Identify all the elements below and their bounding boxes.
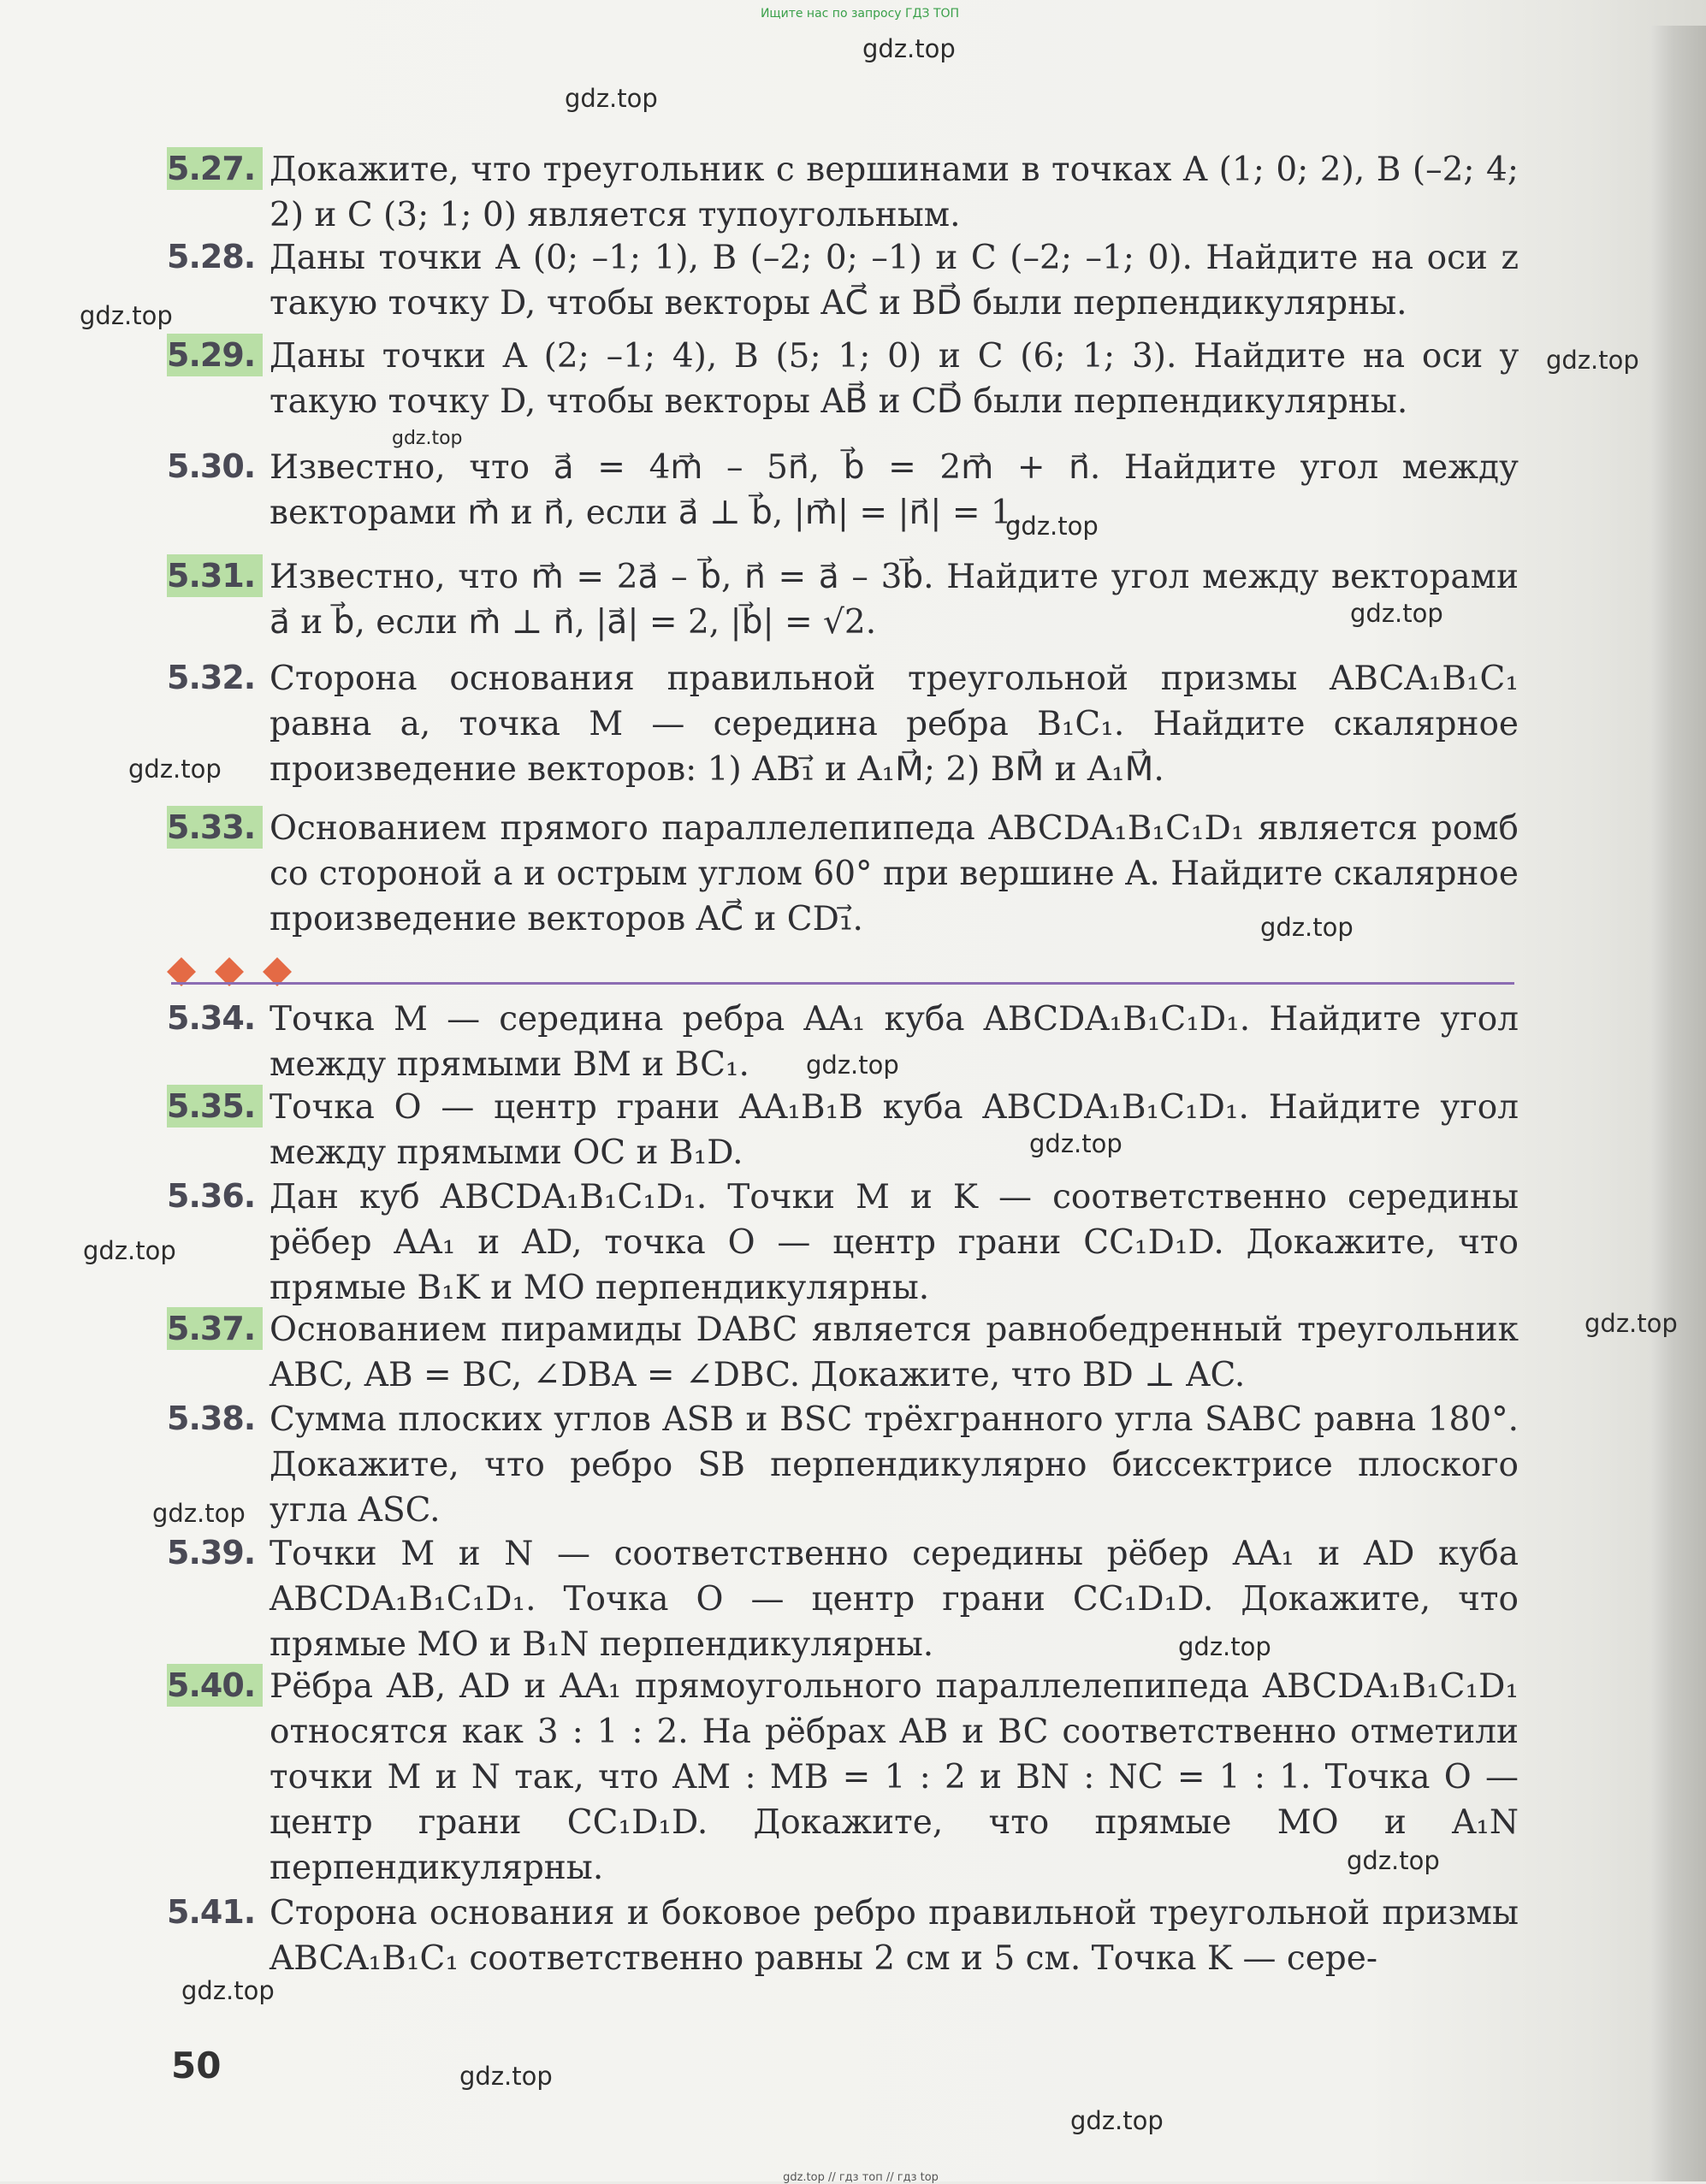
problem-number: 5.41.	[167, 1893, 256, 1931]
problem-text: Сторона основания правильной треугольной призмы ABCA₁B₁C₁ равна a, точка M — середина ребра B₁C₁. Найдите скалярное произведение векторов: 1) AB₁⃗ и A₁M⃗; 2) BM⃗ и A₁M⃗.	[270, 660, 1519, 789]
watermark: gdz.top	[1178, 1632, 1271, 1661]
watermark: gdz.top	[83, 1236, 176, 1265]
problem-text: Сумма плоских углов ASB и BSC трёхгранного угла SABC равна 180°. Докажите, что ребро SB перпендикулярно биссектрисе плоского угла ASC.	[270, 1400, 1519, 1530]
watermark: gdz.top	[862, 34, 956, 63]
watermark: gdz.top	[1350, 599, 1443, 628]
watermark: gdz.top	[1005, 512, 1099, 541]
bottom-banner[interactable]: gdz.top // гдз топ // гдз top	[783, 2171, 939, 2184]
problem-number: 5.37.	[167, 1307, 263, 1350]
page-number: 50	[171, 2045, 222, 2086]
watermark: gdz.top	[1260, 913, 1354, 942]
top-banner[interactable]: Ищите нас по запросу ГДЗ ТОП	[760, 7, 960, 21]
problem-number: 5.40.	[167, 1664, 263, 1707]
problem-number: 5.31.	[167, 554, 263, 597]
problem-number: 5.33.	[167, 806, 263, 849]
problem-text: Докажите, что треугольник с вершинами в точках A (1; 0; 2), B (–2; 4; 2) и C (3; 1; 0) является тупоугольным.	[270, 151, 1519, 234]
problem-text: Дан куб ABCDA₁B₁C₁D₁. Точки M и K — соответственно середины рёбер AA₁ и AD, точка O — центр грани CC₁D₁D. Докажите, что прямые B₁K и MO перпендикулярны.	[270, 1178, 1519, 1307]
watermark: gdz.top	[1546, 346, 1639, 375]
watermark: gdz.top	[806, 1051, 899, 1080]
problem-text: Рёбра AB, AD и AA₁ прямоугольного параллелепипеда ABCDA₁B₁C₁D₁ относятся как 3 : 1 : 2. На рёбрах AB и BC соответственно отметили точки M и N так, что AM : MB = 1 : 2 и BN : NC = 1 : 1. Точка O — центр грани CC₁D₁D. Докажите, что прямые MO и A₁N перпендикулярны.	[270, 1667, 1519, 1887]
problem-text: Точка M — середина ребра AA₁ куба ABCDA₁B₁C₁D₁. Найдите угол между прямыми BM и BC₁.	[270, 1000, 1519, 1084]
problem-text: Известно, что m⃗ = 2a⃗ – b⃗, n⃗ = a⃗ – 3b⃗. Найдите угол между векторами a⃗ и b⃗, если m⃗ ⊥ n⃗, |a⃗| = 2, |b⃗| = √2.	[270, 558, 1519, 642]
watermark: gdz.top	[152, 1499, 246, 1528]
watermark: gdz.top	[1070, 2106, 1164, 2135]
problem-number: 5.32.	[167, 659, 256, 696]
problem-number: 5.36.	[167, 1177, 256, 1215]
watermark: gdz.top	[1029, 1129, 1123, 1158]
watermark: gdz.top	[459, 2062, 553, 2091]
problem-number: 5.28.	[167, 238, 256, 275]
watermark: gdz.top	[1585, 1309, 1678, 1338]
problem-number: 5.34.	[167, 999, 256, 1037]
watermark: gdz.top	[128, 755, 222, 784]
problem-number: 5.27.	[167, 147, 263, 190]
watermark: gdz.top	[181, 1976, 275, 2005]
section-divider	[171, 982, 1514, 985]
problem-number: 5.29.	[167, 334, 263, 376]
problem-number: 5.35.	[167, 1085, 263, 1128]
problem-number: 5.38.	[167, 1400, 256, 1437]
watermark: gdz.top	[565, 84, 658, 113]
problem-text: Сторона основания и боковое ребро правильной треугольной призмы ABCA₁B₁C₁ соответственно равны 2 см и 5 см. Точка K — сере-	[270, 1894, 1519, 1978]
problem-text: Даны точки A (0; –1; 1), B (–2; 0; –1) и C (–2; –1; 0). Найдите на оси z такую точку D, чтобы векторы AC⃗ и BD⃗ были перпендикулярны.	[270, 239, 1519, 323]
problem-text: Известно, что a⃗ = 4m⃗ – 5n⃗, b⃗ = 2m⃗ + n⃗. Найдите угол между векторами m⃗ и n⃗, если a⃗ ⊥ b⃗, |m⃗| = |n⃗| = 1.	[270, 448, 1519, 532]
page-edge-shadow	[1651, 26, 1706, 2181]
problem-text: Точка O — центр грани AA₁B₁B куба ABCDA₁B₁C₁D₁. Найдите угол между прямыми OC и B₁D.	[270, 1088, 1519, 1172]
problem-text: Основанием прямого параллелепипеда ABCDA₁B₁C₁D₁ является ромб со стороной a и острым углом 60° при вершине A. Найдите скалярное произведение векторов AC⃗ и CD₁⃗.	[270, 809, 1519, 938]
problem-number: 5.30.	[167, 447, 256, 485]
problem-text: Точки M и N — соответственно середины рёбер AA₁ и AD куба ABCDA₁B₁C₁D₁. Точка O — центр грани CC₁D₁D. Докажите, что прямые MO и B₁N перпендикулярны.	[270, 1535, 1519, 1664]
problem-text: Даны точки A (2; –1; 4), B (5; 1; 0) и C (6; 1; 3). Найдите на оси y такую точку D, чтобы векторы AB⃗ и CD⃗ были перпендикулярны.	[270, 337, 1519, 421]
problem-text: Основанием пирамиды DABC является равнобедренный треугольник ABC, AB = BC, ∠DBA = ∠DBC. Докажите, что BD ⊥ AC.	[270, 1311, 1519, 1394]
watermark: gdz.top	[392, 428, 463, 449]
problem-number: 5.39.	[167, 1534, 256, 1571]
watermark: gdz.top	[1347, 1846, 1440, 1875]
watermark: gdz.top	[80, 301, 173, 330]
